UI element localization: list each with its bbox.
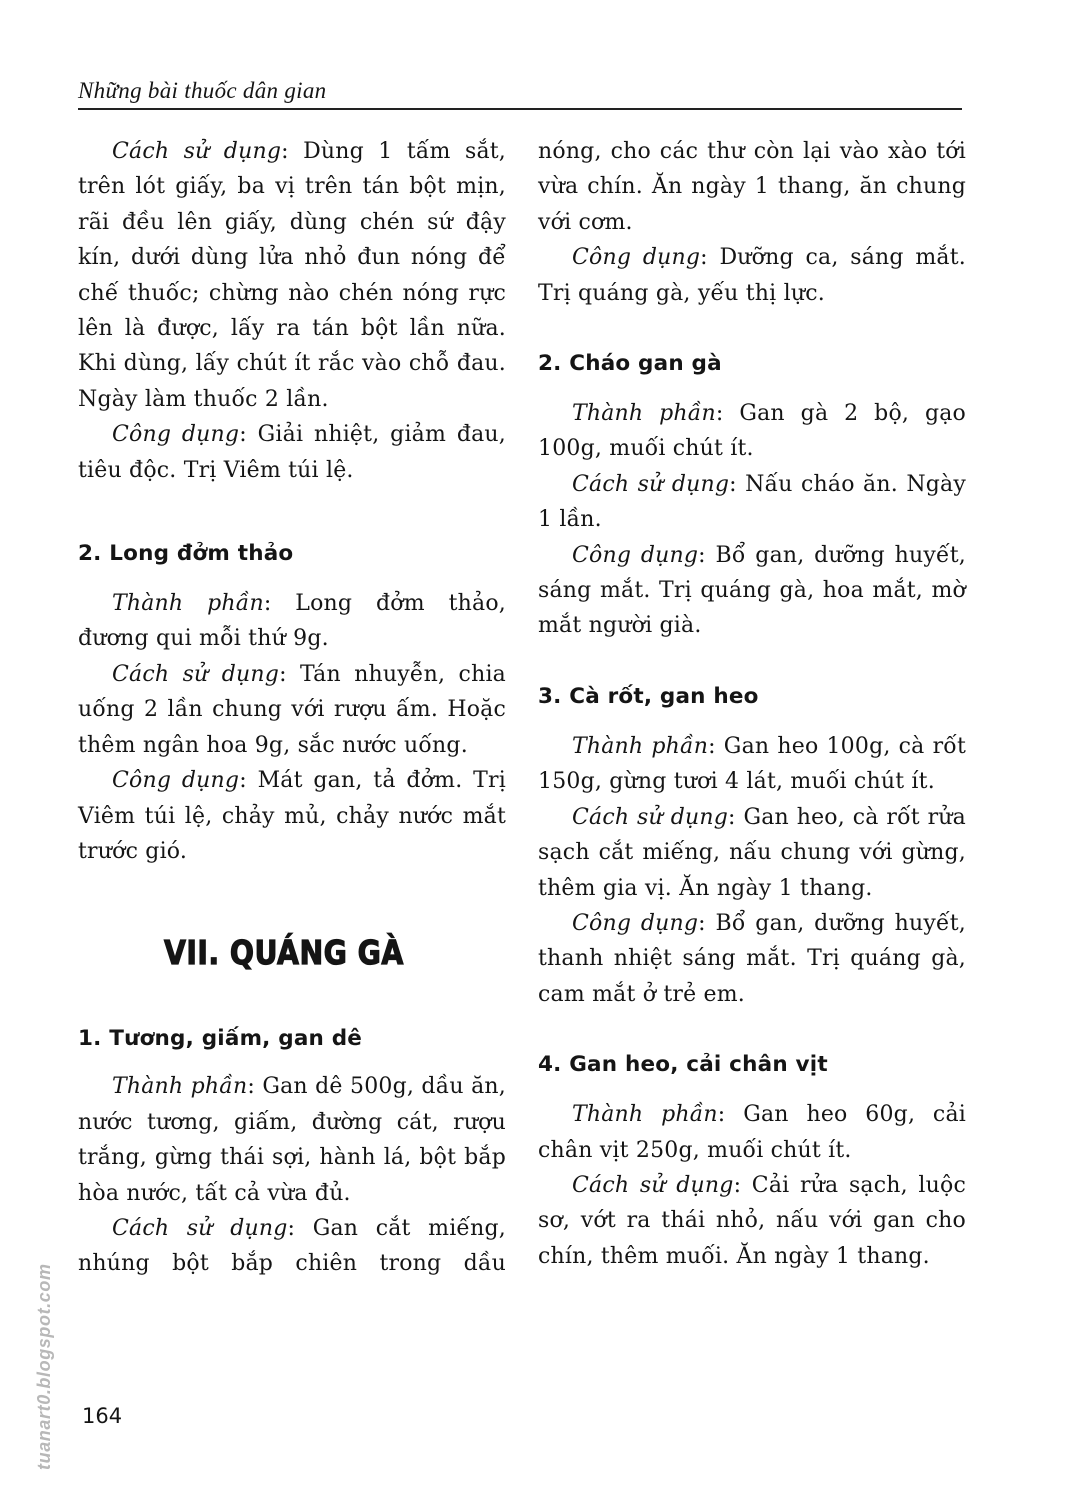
paragraph-label: Công dụng xyxy=(572,245,701,271)
paragraph-text: Dưỡng ca, sáng mắt. Trị quáng gà, yếu thị lực. xyxy=(538,245,966,306)
paragraph-label: Công dụng xyxy=(572,542,699,568)
paragraph-text: Gan heo 100g, cà rốt 150g, gừng tươi 4 lát, muối chút ít. xyxy=(538,733,966,795)
paragraph-label: Thành phần xyxy=(112,1074,248,1100)
paragraph-label: Công dụng xyxy=(112,422,240,448)
right-column xyxy=(538,134,966,1274)
paragraph-label: Thành phần xyxy=(112,591,264,617)
paragraph-text: nóng, cho các thư còn lại vào xào tới vừa chín. Ăn ngày 1 thang, ăn chung với cơm. xyxy=(538,139,966,235)
paragraph-label: Thành phần xyxy=(572,733,709,759)
paragraph-text: Long đởm thảo, đương qui mỗi thứ 9g. xyxy=(78,591,506,652)
paragraph-label: Thành phần xyxy=(572,401,716,427)
paragraph-ingredients-7: Thành phần: Gan heo 60g, cải chân vịt 250g, muối chút ít. xyxy=(538,1102,966,1163)
paragraph-usage-1: Cách sử dụng: Dùng 1 tấm sắt, trên lót giấy, ba vị trên tán bột mịn, rãi đều lên giấy, dùng chén sứ đậy kín, dưới dùng lửa nhỏ đun nóng để chế thuốc; chừng nào chén nóng rực lên là được, lấy ra tán bột lần nữa. Khi dùng, lấy chút ít rắc vào chỗ đau. Ngày làm thuốc 2 lần. xyxy=(78,139,507,412)
recipe-heading-ca-rot-gan-heo: 3. Cà rốt, gan heo xyxy=(538,683,759,709)
paragraph-ingredients-2: Thành phần: Long đởm thảo, đương qui mỗi thứ 9g. xyxy=(78,591,506,652)
paragraph-usage-7: Cách sử dụng: Cải rửa sạch, luộc sơ, vớt ra thái nhỏ, nấu với gan cho chín, thêm muối. Ăn ngày 1 thang. xyxy=(538,1172,966,1269)
paragraph-label: Công dụng xyxy=(112,768,240,794)
paragraph-text: Giải nhiệt, giảm đau, tiêu độc. Trị Viêm túi lệ. xyxy=(78,422,506,483)
recipe-heading-chao-gan-ga: 2. Cháo gan gà xyxy=(538,351,722,377)
paragraph-label: Thành phần xyxy=(572,1102,718,1128)
paragraph-label: Cách sử dụng xyxy=(572,804,729,830)
paragraph-text: Gan cắt miếng, nhúng bột bắp chiên trong dầu xyxy=(78,1215,507,1277)
paragraph-text: Gan gà 2 bộ, gạo 100g, muối chút ít. xyxy=(538,401,966,462)
paragraph-text: Gan heo, cà rốt rửa sạch cắt miếng, nấu chung với gừng, thêm gia vị. Ăn ngày 1 thang. xyxy=(538,804,966,901)
recipe-heading-long-dom-thao: 2. Long đởm thảo xyxy=(78,541,294,567)
paragraph-text: Gan dê 500g, dầu ăn, nước tương, giấm, đường cát, rượu trắng, gừng thái sợi, hành lá, bột bắp hòa nước, tất cả vừa đủ. xyxy=(78,1074,506,1206)
paragraph-usage-3: Cách sử dụng: Gan cắt miếng, nhúng bột bắp chiên trong dầu xyxy=(78,1215,507,1277)
watermark: tuanart0.blogspot.com xyxy=(34,1263,54,1470)
paragraph-text: Bổ gan, dưỡng huyết, thanh nhiệt sáng mắt. Trị quáng gà, cam mắt ở trẻ em. xyxy=(538,910,966,1007)
paragraph-text: Tán nhuyễn, chia uống 2 lần chung với rượu ấm. Hoặc thêm ngân hoa 9g, sắc nước uống. xyxy=(78,661,506,758)
paragraph-label: Cách sử dụng xyxy=(572,471,730,497)
recipe-heading-tuong-giam-gan-de: 1. Tương, giấm, gan dê xyxy=(78,1026,363,1052)
paragraph-label: Công dụng xyxy=(572,910,699,936)
paragraph-label: Cách sử dụng xyxy=(112,661,280,687)
paragraph-text: Mát gan, tả đởm. Trị Viêm túi lệ, chảy mủ, chảy nước mắt trước gió. xyxy=(78,768,506,864)
running-title: Những bài thuốc dân gian xyxy=(78,78,327,103)
left-column xyxy=(78,134,506,1282)
paragraph-ingredients-5: Thành phần: Gan gà 2 bộ, gạo 100g, muối chút ít. xyxy=(538,401,966,462)
paragraph-effect-4: Công dụng: Dưỡng ca, sáng mắt. Trị quáng gà, yếu thị lực. xyxy=(538,245,966,306)
paragraph-ingredients-6: Thành phần: Gan heo 100g, cà rốt 150g, gừng tươi 4 lát, muối chút ít. xyxy=(538,733,966,795)
page-number: 164 xyxy=(82,1404,123,1428)
paragraph-effect-2: Công dụng: Mát gan, tả đởm. Trị Viêm túi lệ, chảy mủ, chảy nước mắt trước gió. xyxy=(78,768,506,864)
paragraph-text: Nấu cháo ăn. Ngày 1 lần. xyxy=(538,471,966,533)
paragraph-text: Cải rửa sạch, luộc sơ, vớt ra thái nhỏ, nấu với gan cho chín, thêm muối. Ăn ngày 1 thang. xyxy=(538,1172,966,1269)
paragraph-label: Cách sử dụng xyxy=(112,139,282,164)
paragraph-text: Dùng 1 tấm sắt, trên lót giấy, ba vị trên tán bột mịn, rãi đều lên giấy, dùng chén sứ đậy kín, dưới dùng lửa nhỏ đun nóng để chế thuốc; chừng nào chén nóng rực lên là được, lấy ra tán bột lần nữa. Khi dùng, lấy chút ít rắc vào chỗ đau. Ngày làm thuốc 2 lần. xyxy=(78,139,507,412)
paragraph-effect-5: Công dụng: Bổ gan, dưỡng huyết, sáng mắt. Trị quáng gà, hoa mắt, mờ mắt người già. xyxy=(538,542,966,639)
paragraph-usage-6: Cách sử dụng: Gan heo, cà rốt rửa sạch cắt miếng, nấu chung với gừng, thêm gia vị. Ăn ngày 1 thang. xyxy=(538,804,966,901)
paragraph-effect-6: Công dụng: Bổ gan, dưỡng huyết, thanh nhiệt sáng mắt. Trị quáng gà, cam mắt ở trẻ em. xyxy=(538,910,966,1007)
paragraph-ingredients-3: Thành phần: Gan dê 500g, dầu ăn, nước tương, giấm, đường cát, rượu trắng, gừng thái sợi, hành lá, bột bắp hòa nước, tất cả vừa đủ. xyxy=(78,1074,506,1206)
paragraph-text: Bổ gan, dưỡng huyết, sáng mắt. Trị quáng gà, hoa mắt, mờ mắt người già. xyxy=(538,542,966,639)
paragraph-usage-2: Cách sử dụng: Tán nhuyễn, chia uống 2 lần chung với rượu ấm. Hoặc thêm ngân hoa 9g, sắc nước uống. xyxy=(78,661,506,758)
paragraph-effect-1: Công dụng: Giải nhiệt, giảm đau, tiêu độc. Trị Viêm túi lệ. xyxy=(78,422,506,483)
paragraph-text: Gan heo 60g, cải chân vịt 250g, muối chút ít. xyxy=(538,1102,966,1163)
section-title: VII. QUÁNG GÀ xyxy=(164,933,404,973)
paragraph-label: Cách sử dụng xyxy=(572,1172,734,1198)
paragraph-label: Cách sử dụng xyxy=(112,1215,288,1241)
running-header xyxy=(78,78,962,110)
paragraph-continued xyxy=(538,134,966,240)
recipe-heading-gan-heo-cai-chan-vit: 4. Gan heo, cải chân vịt xyxy=(538,1052,828,1078)
paragraph-usage-5: Cách sử dụng: Nấu cháo ăn. Ngày 1 lần. xyxy=(538,471,966,533)
